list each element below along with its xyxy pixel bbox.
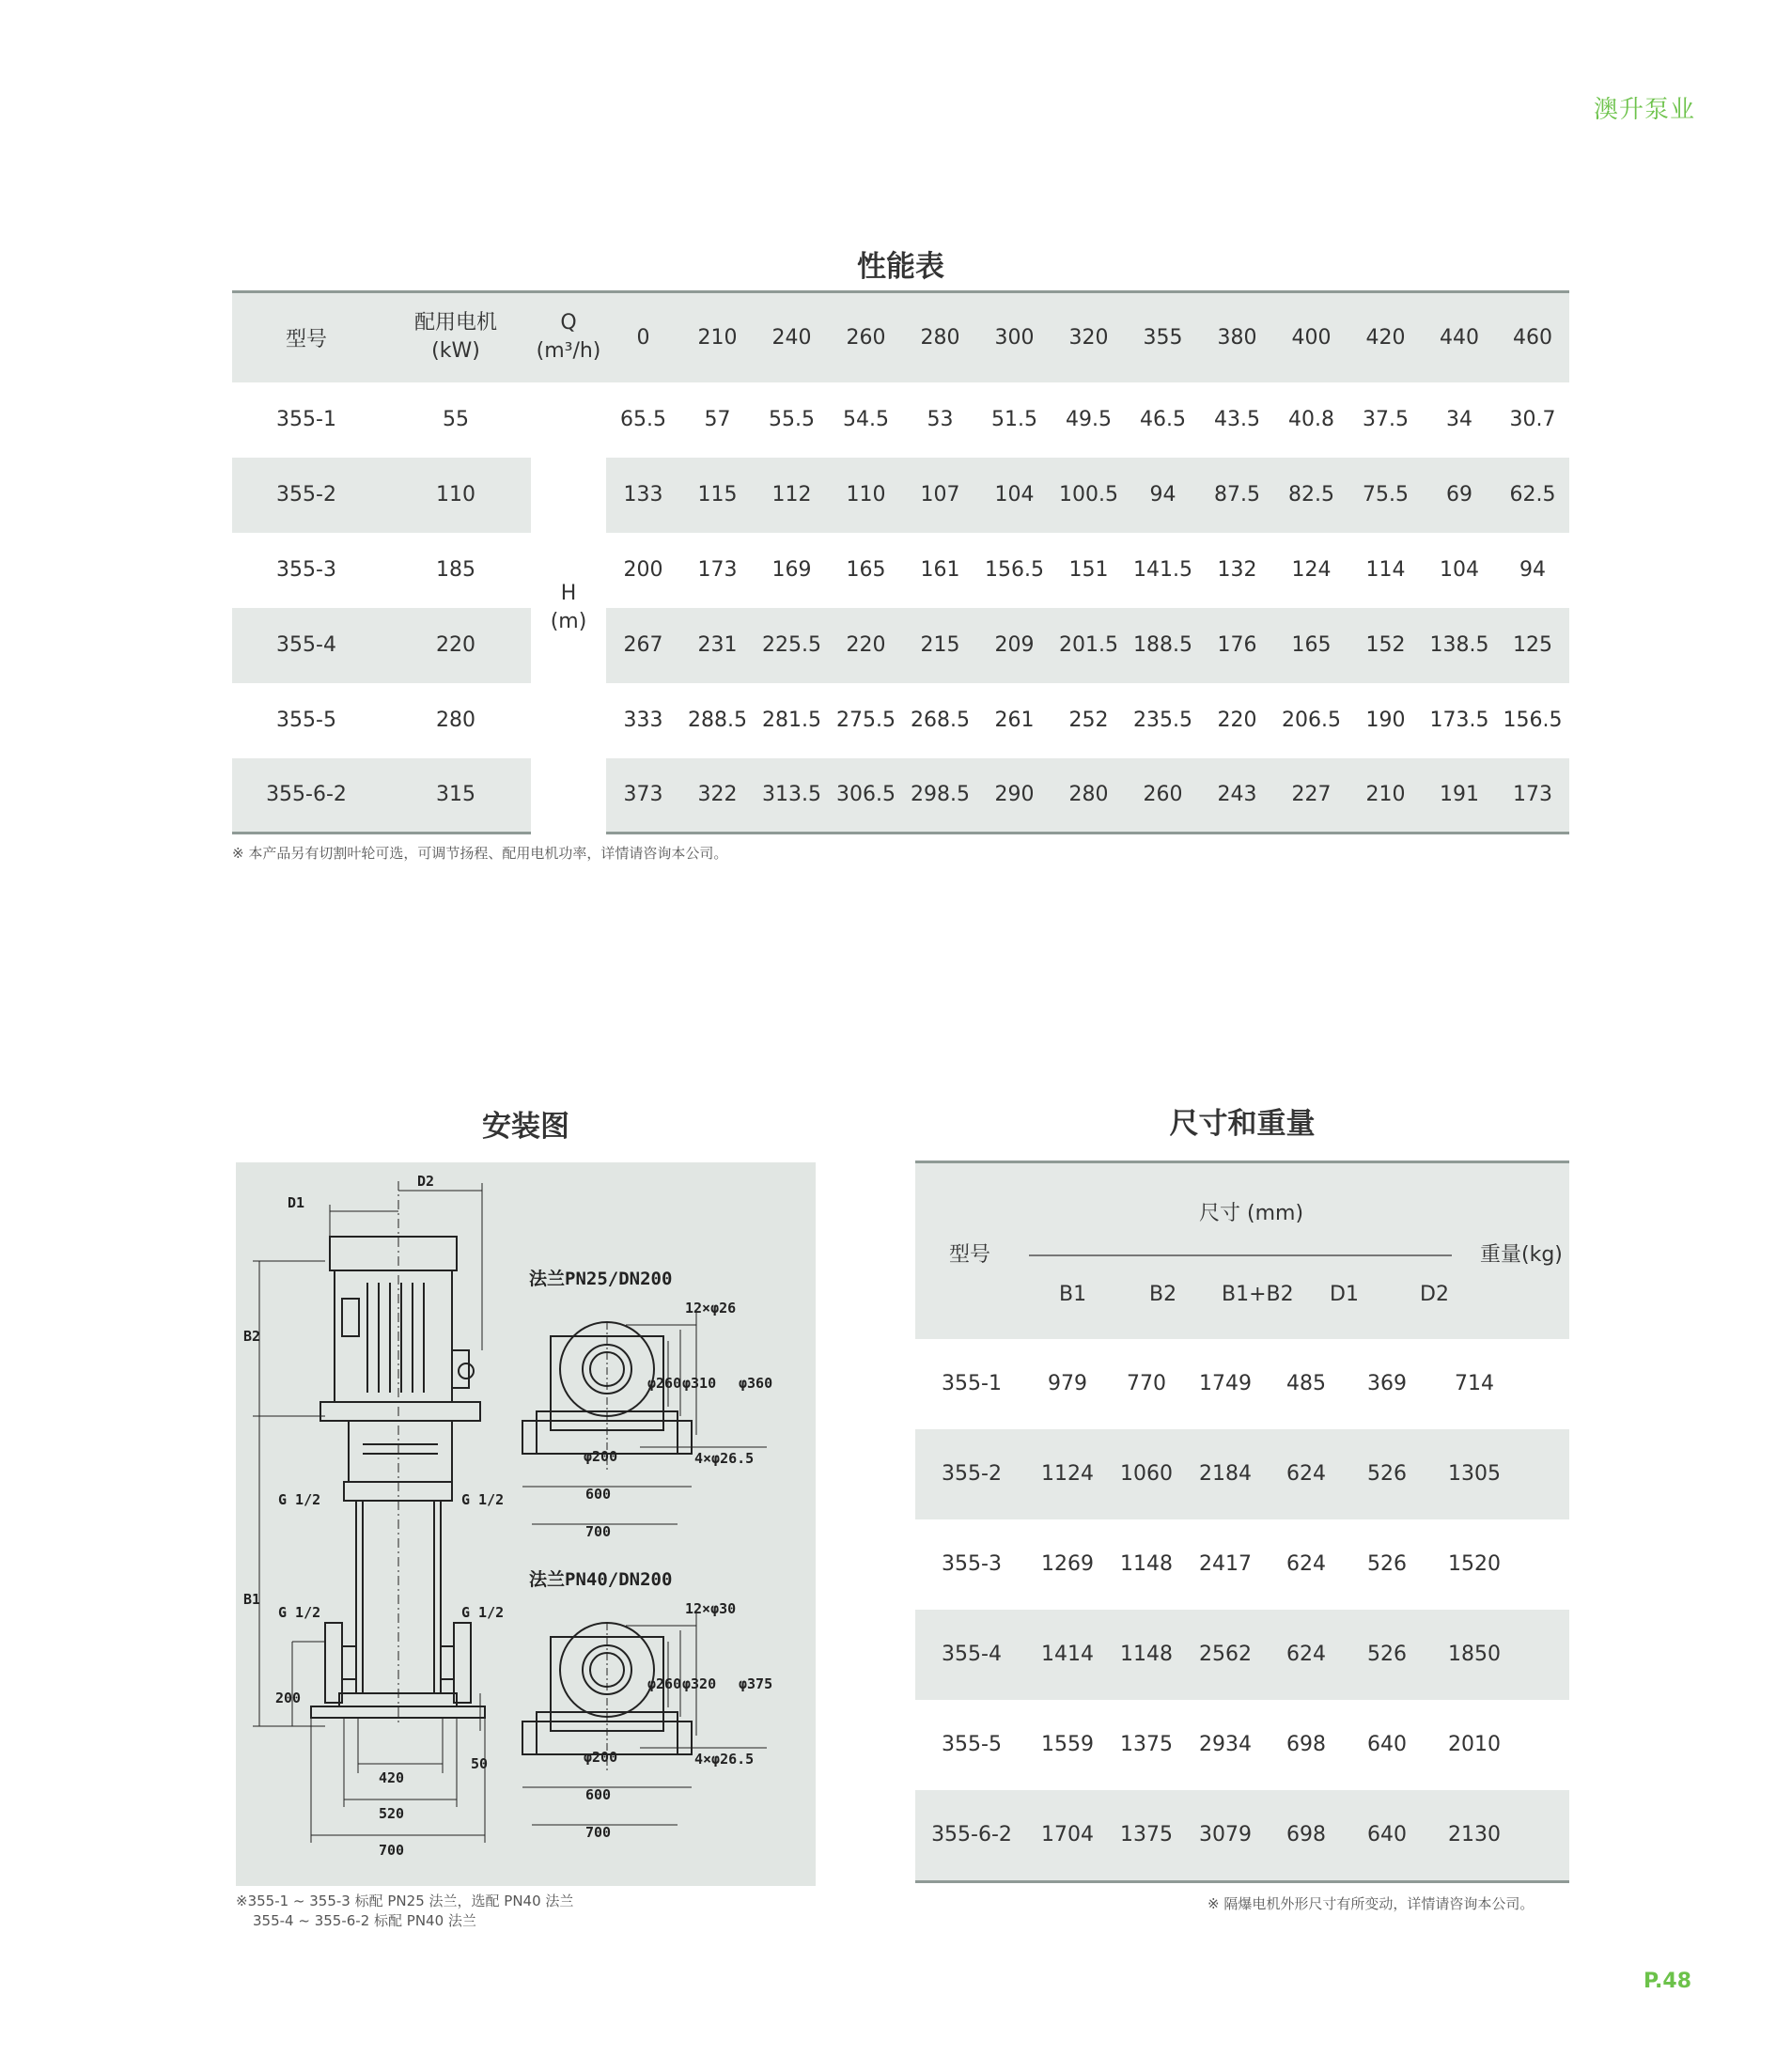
head-value-cell: 87.5 bbox=[1200, 458, 1274, 533]
dimension-model: 355-3 bbox=[942, 1552, 1002, 1576]
label-420: 420 bbox=[379, 1769, 405, 1786]
dimension-value: 2562 bbox=[1199, 1643, 1252, 1666]
head-unit: (m) bbox=[550, 609, 587, 633]
dimensions-bottom-rule bbox=[915, 1880, 1569, 1883]
row-motor-power: 110 bbox=[381, 458, 531, 533]
head-value-cell: 200 bbox=[623, 558, 663, 582]
head-value-cell: 190 bbox=[1365, 709, 1406, 732]
dimension-value: 714 bbox=[1455, 1372, 1494, 1395]
flow-value: 280 bbox=[920, 325, 960, 350]
dimension-value: 2010 bbox=[1448, 1733, 1501, 1756]
brand-name: 澳升泵业 bbox=[1593, 96, 1695, 124]
head-value-cell: 132 bbox=[1217, 558, 1257, 582]
label-b1: B1 bbox=[243, 1591, 261, 1608]
row-model: 355-5 bbox=[276, 709, 336, 732]
head-value-cell: 55.5 bbox=[769, 408, 815, 431]
head-value-cell: 275.5 bbox=[836, 709, 896, 732]
label-flange-pn25: 法兰PN25/DN200 bbox=[529, 1269, 673, 1289]
head-value-cell: 115 bbox=[680, 458, 755, 533]
flow-value: 400 bbox=[1291, 325, 1332, 350]
label-holes-pn40: 4×φ26.5 bbox=[694, 1751, 755, 1768]
label-holes-pn25: 4×φ26.5 bbox=[694, 1450, 755, 1467]
dimension-value: 640 bbox=[1367, 1823, 1407, 1846]
label-b2: B2 bbox=[243, 1328, 261, 1345]
row-model: 355-2 bbox=[232, 458, 381, 533]
head-value-cell: 138.5 bbox=[1423, 608, 1496, 683]
flow-value: 355 bbox=[1143, 325, 1183, 350]
row-motor-power: 315 bbox=[381, 758, 531, 833]
label-700-pn25: 700 bbox=[585, 1523, 612, 1540]
head-value-cell: 169 bbox=[771, 558, 812, 582]
head-value-cell: 57 bbox=[704, 408, 731, 431]
head-value-cell: 53 bbox=[927, 408, 954, 431]
performance-table bbox=[232, 290, 1569, 834]
head-value-cell: 298.5 bbox=[903, 758, 977, 833]
head-label: H bbox=[560, 581, 577, 605]
head-value-cell: 40.8 bbox=[1288, 408, 1334, 431]
row-model: 355-4 bbox=[232, 608, 381, 683]
dimension-value: 2934 bbox=[1199, 1733, 1252, 1756]
head-value-cell: 173 bbox=[697, 558, 738, 582]
dimension-value: 485 bbox=[1286, 1372, 1326, 1395]
motor-header-unit: (kW) bbox=[431, 339, 480, 364]
head-value-cell: 141.5 bbox=[1133, 558, 1192, 582]
inlet-flange bbox=[325, 1623, 342, 1703]
head-value-cell: 280 bbox=[1052, 758, 1126, 833]
label-g-half-left-lower: G 1/2 bbox=[278, 1604, 321, 1621]
head-value-cell: 261 bbox=[994, 709, 1035, 732]
flow-value: 300 bbox=[994, 325, 1035, 350]
label-d310: φ310 bbox=[682, 1375, 717, 1392]
head-value-cell: 30.7 bbox=[1509, 408, 1556, 431]
dim-col-b1: B1 bbox=[1059, 1283, 1087, 1306]
dimensions-table bbox=[915, 1161, 1569, 1884]
motor-flange bbox=[320, 1402, 480, 1421]
dimension-value: 3079 bbox=[1199, 1823, 1252, 1846]
dimension-value: 624 bbox=[1286, 1552, 1326, 1576]
head-value-cell: 94 bbox=[1126, 458, 1200, 533]
label-bolts-pn40: 12×φ30 bbox=[685, 1600, 737, 1617]
head-value-cell: 114 bbox=[1365, 558, 1406, 582]
flow-value: 460 bbox=[1513, 325, 1552, 350]
label-g-half-left-upper: G 1/2 bbox=[278, 1491, 321, 1508]
head-value-cell: 322 bbox=[680, 758, 755, 833]
head-value-cell: 260 bbox=[1126, 758, 1200, 833]
installation-note-line1: ※355-1 ~ 355-3 标配 PN25 法兰，选配 PN40 法兰 bbox=[236, 1893, 574, 1909]
performance-title: 性能表 bbox=[857, 250, 944, 284]
label-700-pump: 700 bbox=[379, 1842, 405, 1859]
dimension-value: 1269 bbox=[1041, 1552, 1094, 1576]
head-value-cell: 235.5 bbox=[1133, 709, 1192, 732]
label-600-pn40: 600 bbox=[585, 1786, 612, 1803]
dimension-value: 1375 bbox=[1120, 1733, 1173, 1756]
head-value-cell: 333 bbox=[623, 709, 663, 732]
dimension-row bbox=[915, 1700, 1569, 1790]
label-d320: φ320 bbox=[682, 1675, 717, 1692]
head-value-cell: 227 bbox=[1274, 758, 1348, 833]
dimension-value: 369 bbox=[1367, 1372, 1407, 1395]
head-value-cell: 220 bbox=[829, 608, 903, 683]
dimension-value: 770 bbox=[1127, 1372, 1166, 1395]
head-value-cell: 49.5 bbox=[1066, 408, 1112, 431]
flow-header bbox=[531, 292, 606, 382]
dimension-value: 526 bbox=[1367, 1462, 1407, 1486]
head-value-cell: 104 bbox=[977, 458, 1052, 533]
label-g-half-right-lower: G 1/2 bbox=[461, 1604, 505, 1621]
head-value-cell: 62.5 bbox=[1496, 458, 1569, 533]
dimension-value: 1305 bbox=[1448, 1462, 1501, 1486]
motor-header bbox=[381, 292, 531, 382]
head-value-cell: 37.5 bbox=[1363, 408, 1409, 431]
head-value-cell: 125 bbox=[1496, 608, 1569, 683]
head-value-cell: 104 bbox=[1440, 558, 1479, 582]
dim-col-d2: D2 bbox=[1420, 1283, 1449, 1306]
head-value-cell: 156.5 bbox=[1503, 709, 1563, 732]
head-value-cell: 288.5 bbox=[688, 709, 747, 732]
head-value-cell: 165 bbox=[846, 558, 886, 582]
row-model: 355-6-2 bbox=[232, 758, 381, 833]
installation-diagram bbox=[236, 1162, 816, 1886]
head-value-cell: 313.5 bbox=[755, 758, 829, 833]
dimension-row bbox=[915, 1610, 1569, 1700]
flow-header-unit: (m³/h) bbox=[536, 339, 601, 364]
dimension-value: 1559 bbox=[1041, 1733, 1094, 1756]
dimension-value: 1060 bbox=[1120, 1462, 1173, 1486]
label-bolts-pn25: 12×φ26 bbox=[685, 1300, 737, 1316]
row-motor-power: 185 bbox=[436, 558, 475, 582]
dim-col-b1b2: B1+B2 bbox=[1222, 1283, 1294, 1306]
head-value-cell: 110 bbox=[829, 458, 903, 533]
performance-note: ※ 本产品另有切割叶轮可选，可调节扬程、配用电机功率，详情请咨询本公司。 bbox=[232, 845, 728, 862]
head-value-cell: 46.5 bbox=[1140, 408, 1186, 431]
dimension-value: 698 bbox=[1286, 1823, 1326, 1846]
head-value-cell: 176 bbox=[1200, 608, 1274, 683]
dimension-model: 355-4 bbox=[942, 1643, 1002, 1666]
head-value-cell: 51.5 bbox=[991, 408, 1037, 431]
label-d260-pn40: φ260 bbox=[647, 1675, 682, 1692]
head-value-cell: 69 bbox=[1423, 458, 1496, 533]
label-d360: φ360 bbox=[739, 1375, 773, 1392]
dimension-value: 1148 bbox=[1120, 1552, 1173, 1576]
dimension-value: 526 bbox=[1367, 1552, 1407, 1576]
flow-value: 320 bbox=[1068, 325, 1109, 350]
head-value-cell: 94 bbox=[1519, 558, 1546, 582]
performance-body bbox=[232, 382, 1569, 833]
label-520: 520 bbox=[379, 1805, 405, 1822]
dim-weight-header: 重量(kg) bbox=[1480, 1243, 1563, 1267]
head-value-cell: 152 bbox=[1348, 608, 1423, 683]
head-value-cell: 373 bbox=[606, 758, 680, 833]
label-50: 50 bbox=[471, 1755, 489, 1772]
row-model: 355-1 bbox=[276, 408, 336, 431]
page-number: P.48 bbox=[1643, 1970, 1691, 1993]
dimension-value: 979 bbox=[1048, 1372, 1087, 1395]
dim-col-d1: D1 bbox=[1330, 1283, 1359, 1306]
size-group-rule bbox=[1029, 1254, 1452, 1256]
label-d1: D1 bbox=[288, 1194, 305, 1211]
dimension-value: 1704 bbox=[1041, 1823, 1094, 1846]
performance-header-row bbox=[232, 292, 1569, 382]
head-value-cell: 161 bbox=[920, 558, 960, 582]
head-value-cell: 210 bbox=[1348, 758, 1423, 833]
dimension-value: 1124 bbox=[1041, 1462, 1094, 1486]
label-200: 200 bbox=[275, 1690, 302, 1706]
dimensions-header bbox=[915, 1161, 1569, 1339]
head-value-cell: 156.5 bbox=[985, 558, 1044, 582]
flow-value: 420 bbox=[1365, 325, 1406, 350]
head-value-cell: 124 bbox=[1291, 558, 1332, 582]
performance-row bbox=[232, 608, 1569, 683]
dimension-model: 355-2 bbox=[942, 1462, 1002, 1486]
dimension-value: 1375 bbox=[1120, 1823, 1173, 1846]
dimensions-note: ※ 隔爆电机外形尺寸有所变动，详情请咨询本公司。 bbox=[1207, 1895, 1535, 1912]
dim-model-header: 型号 bbox=[949, 1243, 991, 1267]
pump-drawing bbox=[236, 1162, 816, 1886]
label-d260-pn25: φ260 bbox=[647, 1375, 682, 1392]
dimension-value: 1520 bbox=[1448, 1552, 1501, 1576]
head-value-cell: 252 bbox=[1068, 709, 1109, 732]
dimension-value: 624 bbox=[1286, 1643, 1326, 1666]
head-value-cell: 165 bbox=[1274, 608, 1348, 683]
dimension-value: 640 bbox=[1367, 1733, 1407, 1756]
dimension-value: 2130 bbox=[1448, 1823, 1501, 1846]
head-value-cell: 215 bbox=[903, 608, 977, 683]
head-value-cell: 290 bbox=[977, 758, 1052, 833]
performance-row bbox=[232, 533, 1569, 608]
dimension-value: 526 bbox=[1367, 1643, 1407, 1666]
installation-title: 安装图 bbox=[482, 1110, 569, 1144]
dimension-row bbox=[915, 1339, 1569, 1429]
label-g-half-right-upper: G 1/2 bbox=[461, 1491, 505, 1508]
performance-row bbox=[232, 683, 1569, 758]
head-value-cell: 267 bbox=[606, 608, 680, 683]
head-value-cell: 191 bbox=[1423, 758, 1496, 833]
dimension-value: 1414 bbox=[1041, 1643, 1094, 1666]
flow-value: 210 bbox=[697, 325, 738, 350]
head-value-cell: 65.5 bbox=[620, 408, 666, 431]
head-value-cell: 133 bbox=[606, 458, 680, 533]
dimension-value: 1148 bbox=[1120, 1643, 1173, 1666]
dimension-row bbox=[915, 1429, 1569, 1519]
flow-value: 260 bbox=[846, 325, 886, 350]
head-value-cell: 220 bbox=[1217, 709, 1257, 732]
head-value-cell: 54.5 bbox=[843, 408, 889, 431]
head-unit-cell bbox=[531, 382, 606, 833]
head-value-cell: 34 bbox=[1446, 408, 1472, 431]
row-motor-power: 280 bbox=[436, 709, 475, 732]
head-value-cell: 281.5 bbox=[762, 709, 821, 732]
dimension-model: 355-6-2 bbox=[931, 1823, 1012, 1846]
head-value-cell: 100.5 bbox=[1052, 458, 1126, 533]
head-value-cell: 173 bbox=[1496, 758, 1569, 833]
head-value-cell: 225.5 bbox=[755, 608, 829, 683]
motor-top-cap bbox=[330, 1237, 457, 1270]
label-d200-pn25: φ200 bbox=[584, 1448, 618, 1465]
label-d200-pn40: φ200 bbox=[584, 1749, 618, 1766]
dimension-row bbox=[915, 1519, 1569, 1610]
row-model: 355-3 bbox=[276, 558, 336, 582]
dim-col-b2: B2 bbox=[1149, 1283, 1177, 1306]
installation-note-line2: 355-4 ~ 355-6-2 标配 PN40 法兰 bbox=[253, 1912, 476, 1929]
label-600-pn25: 600 bbox=[585, 1486, 612, 1503]
dim-size-group-header: 尺寸 (mm) bbox=[1199, 1202, 1304, 1225]
flow-value: 0 bbox=[636, 325, 650, 350]
dimension-value: 1850 bbox=[1448, 1643, 1501, 1666]
head-value-cell: 243 bbox=[1200, 758, 1274, 833]
dimension-value: 698 bbox=[1286, 1733, 1326, 1756]
head-value-cell: 206.5 bbox=[1282, 709, 1341, 732]
dimension-value: 2417 bbox=[1199, 1552, 1252, 1576]
dimension-model: 355-5 bbox=[942, 1733, 1002, 1756]
performance-row bbox=[232, 458, 1569, 533]
head-value-cell: 188.5 bbox=[1126, 608, 1200, 683]
head-value-cell: 306.5 bbox=[829, 758, 903, 833]
dimension-value: 1749 bbox=[1199, 1372, 1252, 1395]
dimensions-title: 尺寸和重量 bbox=[1169, 1107, 1316, 1141]
label-flange-pn40: 法兰PN40/DN200 bbox=[529, 1569, 673, 1590]
row-motor-power: 220 bbox=[381, 608, 531, 683]
head-value-cell: 231 bbox=[680, 608, 755, 683]
head-value-cell: 112 bbox=[755, 458, 829, 533]
motor-header-label: 配用电机 bbox=[413, 311, 497, 335]
model-header: 型号 bbox=[285, 327, 327, 351]
dimension-value: 2184 bbox=[1199, 1462, 1252, 1486]
head-value-cell: 268.5 bbox=[911, 709, 970, 732]
installation-note bbox=[236, 1892, 573, 1931]
flow-value: 240 bbox=[771, 325, 812, 350]
label-d375: φ375 bbox=[739, 1675, 773, 1692]
head-value-cell: 209 bbox=[977, 608, 1052, 683]
coupling-bracket bbox=[349, 1421, 452, 1482]
label-d2: D2 bbox=[417, 1173, 435, 1190]
flow-value: 380 bbox=[1217, 325, 1257, 350]
head-value-cell: 82.5 bbox=[1274, 458, 1348, 533]
row-motor-power: 55 bbox=[443, 408, 469, 431]
head-value-cell: 75.5 bbox=[1348, 458, 1423, 533]
dimension-model: 355-1 bbox=[942, 1372, 1002, 1395]
outlet-flange bbox=[454, 1623, 471, 1703]
head-value-cell: 173.5 bbox=[1429, 709, 1489, 732]
dimension-value: 624 bbox=[1286, 1462, 1326, 1486]
head-value-cell: 43.5 bbox=[1214, 408, 1260, 431]
performance-row bbox=[232, 382, 1569, 458]
head-value-cell: 151 bbox=[1068, 558, 1109, 582]
head-value-cell: 201.5 bbox=[1052, 608, 1126, 683]
label-700-pn40: 700 bbox=[585, 1824, 612, 1841]
flow-header-label: Q bbox=[560, 311, 577, 335]
head-value-cell: 107 bbox=[903, 458, 977, 533]
performance-row bbox=[232, 758, 1569, 833]
flow-value: 440 bbox=[1440, 325, 1479, 350]
dimension-row bbox=[915, 1790, 1569, 1880]
